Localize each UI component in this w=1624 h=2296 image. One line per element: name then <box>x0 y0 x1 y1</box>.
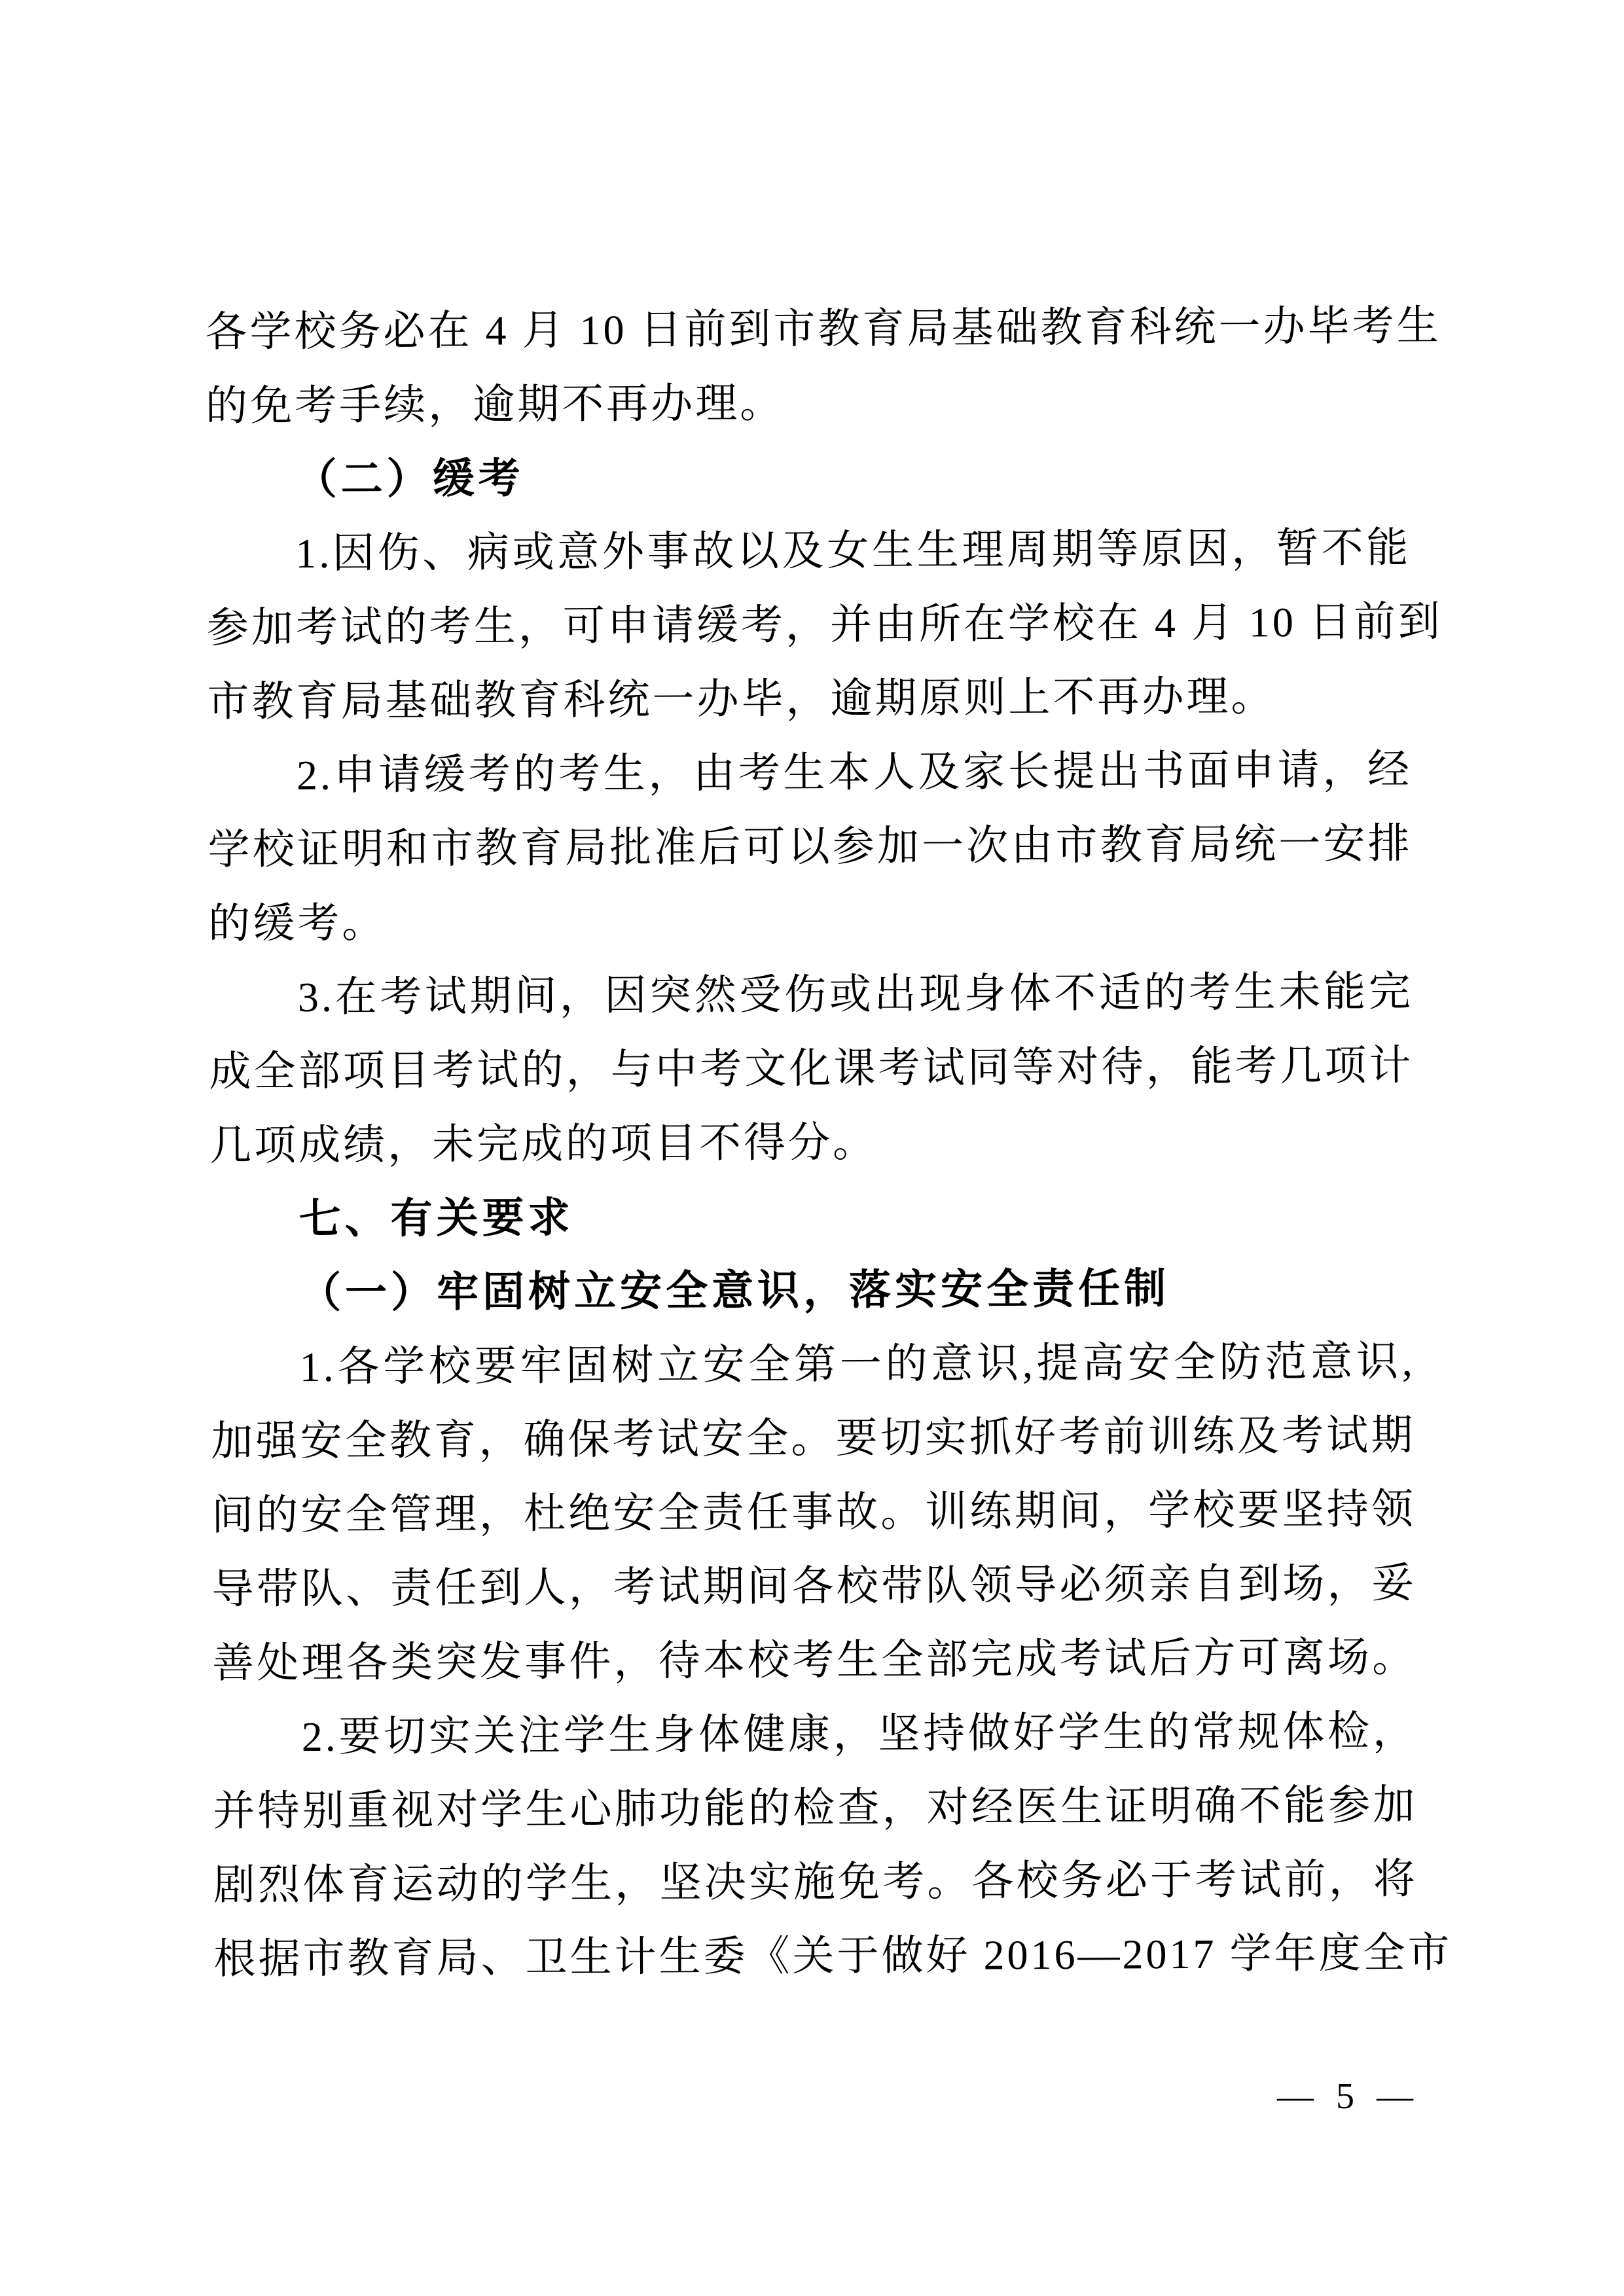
text-line: 间的安全管理，杜绝安全责任事故。训练期间，学校要坚持领 <box>211 1486 1416 1539</box>
text-line: 剧烈体育运动的学生，坚决实施免考。各校务必于考试前，将 <box>213 1856 1418 1909</box>
text-line: 成全部项目考试的，与中考文化课考试同等对待，能考几项计 <box>209 1042 1414 1095</box>
document-body <box>205 289 1453 1996</box>
text-line: 导带队、责任到人，考试期间各校带队领导必须亲自到场，妥 <box>211 1560 1416 1613</box>
text-line: 加强安全教育，确保考试安全。要切实抓好考前训练及考试期 <box>211 1412 1416 1465</box>
text-line: 市教育局基础教育科统一办毕，逾期原则上不再办理。 <box>207 673 1276 725</box>
text-line: 各学校务必在 4 月 10 日前到市教育局基础教育科统一办毕考生 <box>205 302 1441 355</box>
text-line: 的缓考。 <box>208 899 387 947</box>
page-number: — 5 — <box>1277 2076 1420 2117</box>
text-line: 的免考手续，逾期不再办理。 <box>205 380 785 429</box>
text-line: 善处理各类突发事件，待本校考生全部完成考试后方可离场。 <box>211 1634 1417 1687</box>
text-line: 根据市教育局、卫生计生委《关于做好 2016—2017 学年度全市 <box>213 1929 1453 1982</box>
page-footer <box>1263 2067 1434 2126</box>
text-line: 七、有关要求 <box>298 1193 574 1243</box>
text-line: （一）牢固树立安全意识，落实安全责任制 <box>299 1265 1170 1317</box>
text-line: 并特别重视对学生心肺功能的检查，对经医生证明确不能参加 <box>213 1782 1418 1835</box>
text-line: 2.要切实关注学生身体健康，坚持做好学生的常规体检， <box>301 1708 1417 1761</box>
text-line: 2.申请缓考的考生，由考生本人及家长提出书面申请，经 <box>296 746 1413 799</box>
text-line: 1.各学校要牢固树立安全第一的意识,提高安全防范意识, <box>299 1338 1415 1391</box>
text-line: 1.因伤、病或意外事故以及女生生理周期等原因，暂不能 <box>295 524 1411 577</box>
text-line: 学校证明和市教育局批准后可以参加一次由市教育局统一安排 <box>208 820 1413 873</box>
text-line: 参加考试的考生，可申请缓考，并由所在学校在 4 月 10 日前到 <box>206 598 1443 651</box>
text-line: （二）缓考 <box>295 454 524 503</box>
text-line: 3.在考试期间，因突然受伤或出现身体不适的考生未能完 <box>297 968 1413 1021</box>
text-line: 几项成绩，未完成的项目不得分。 <box>209 1119 878 1169</box>
